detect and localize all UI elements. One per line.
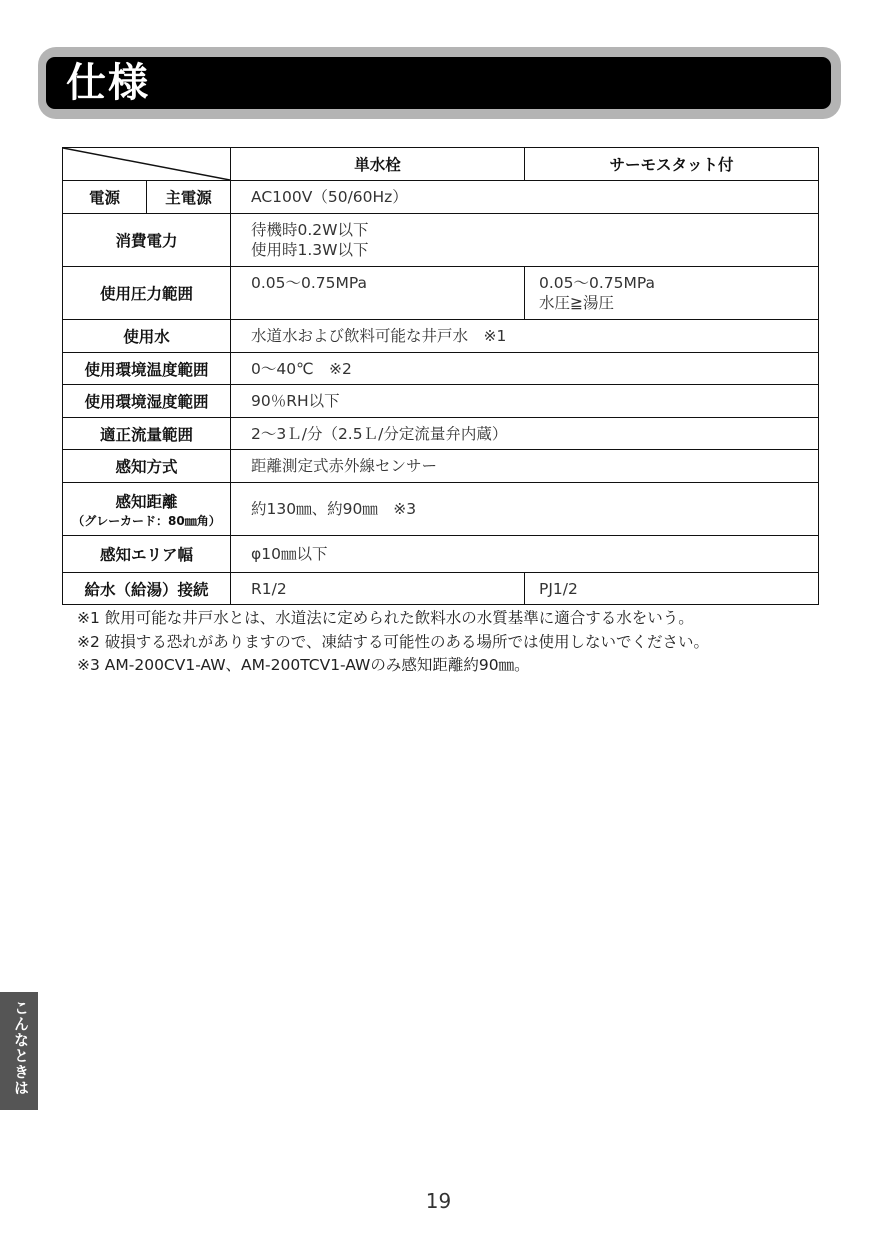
row-label-flow: 適正流量範囲 bbox=[63, 418, 231, 450]
header-single-faucet: 単水栓 bbox=[231, 148, 525, 181]
row-label-temperature: 使用環境温度範囲 bbox=[63, 353, 231, 385]
diagonal-line bbox=[63, 148, 230, 180]
row-label-humidity: 使用環境湿度範囲 bbox=[63, 385, 231, 418]
table-row bbox=[63, 385, 819, 418]
table-row bbox=[63, 573, 819, 605]
value-sensing-area: φ10㎜以下 bbox=[231, 536, 819, 573]
header-thermostat: サーモスタット付 bbox=[525, 148, 819, 181]
value-consumption bbox=[231, 214, 819, 267]
value-water: 水道水および飲料可能な井戸水 ※1 bbox=[231, 320, 819, 353]
section-title-bar bbox=[38, 47, 841, 119]
value-sensing-method: 距離測定式赤外線センサー bbox=[231, 450, 819, 483]
value-pressure-thermo-range: 0.05〜0.75MPa bbox=[539, 274, 656, 292]
footnote-3: ※3 AM-200CV1-AW、AM-200TCV1-AWのみ感知距離約90㎜。 bbox=[77, 656, 530, 674]
section-title-inner bbox=[46, 57, 831, 109]
row-label-sensing-distance bbox=[63, 483, 231, 536]
sensing-distance-label: 感知距離 bbox=[115, 492, 178, 511]
value-power: AC100V（50/60Hz） bbox=[231, 181, 819, 214]
spec-table bbox=[62, 147, 819, 605]
table-row bbox=[63, 181, 819, 214]
table-row bbox=[63, 483, 819, 536]
table-row bbox=[63, 536, 819, 573]
value-connection-thermo: PJ1/2 bbox=[525, 573, 819, 605]
table-row bbox=[63, 353, 819, 385]
value-consumption-standby: 待機時0.2W以下 bbox=[251, 221, 369, 239]
page-title: 仕様 bbox=[66, 60, 150, 106]
row-label-sensing-area: 感知エリア幅 bbox=[63, 536, 231, 573]
table-header-row bbox=[63, 148, 819, 181]
value-flow: 2〜3Ｌ/分（2.5Ｌ/分定流量弁内蔵） bbox=[231, 418, 819, 450]
footnote-1: ※1 飲用可能な井戸水とは、水道法に定められた飲料水の水質基準に適合する水をいう。 bbox=[77, 609, 694, 627]
value-temperature: 0〜40℃ ※2 bbox=[231, 353, 819, 385]
row-label-main-power: 主電源 bbox=[147, 181, 231, 214]
value-consumption-active: 使用時1.3W以下 bbox=[251, 241, 369, 259]
footnotes bbox=[77, 607, 709, 678]
side-tab-troubleshooting[interactable] bbox=[0, 992, 38, 1110]
value-connection-single: R1/2 bbox=[231, 573, 525, 605]
page-number: 19 bbox=[425, 1189, 452, 1213]
sensing-distance-sublabel: （グレーカード：80㎜角） bbox=[72, 513, 221, 528]
value-sensing-distance: 約130㎜、約90㎜ ※3 bbox=[231, 483, 819, 536]
value-humidity: 90％RH以下 bbox=[231, 385, 819, 418]
row-label-connection: 給水（給湯）接続 bbox=[63, 573, 231, 605]
row-label-power: 電源 bbox=[63, 181, 147, 214]
footnote-2: ※2 破損する恐れがありますので、凍結する可能性のある場所では使用しないでください。 bbox=[77, 632, 709, 651]
header-diagonal-cell bbox=[63, 148, 231, 181]
value-pressure-single: 0.05〜0.75MPa bbox=[231, 267, 525, 320]
row-label-consumption: 消費電力 bbox=[63, 214, 231, 267]
table-row bbox=[63, 267, 819, 320]
row-label-pressure: 使用圧力範囲 bbox=[63, 267, 231, 320]
value-pressure-thermo bbox=[525, 267, 819, 320]
table-row bbox=[63, 214, 819, 267]
row-label-water: 使用水 bbox=[63, 320, 231, 353]
row-label-sensing-method: 感知方式 bbox=[63, 450, 231, 483]
table-row bbox=[63, 450, 819, 483]
table-row bbox=[63, 418, 819, 450]
side-tab-label: こんなときは bbox=[12, 1000, 30, 1096]
table-row bbox=[63, 320, 819, 353]
value-pressure-thermo-condition: 水圧≧湯圧 bbox=[539, 294, 614, 312]
